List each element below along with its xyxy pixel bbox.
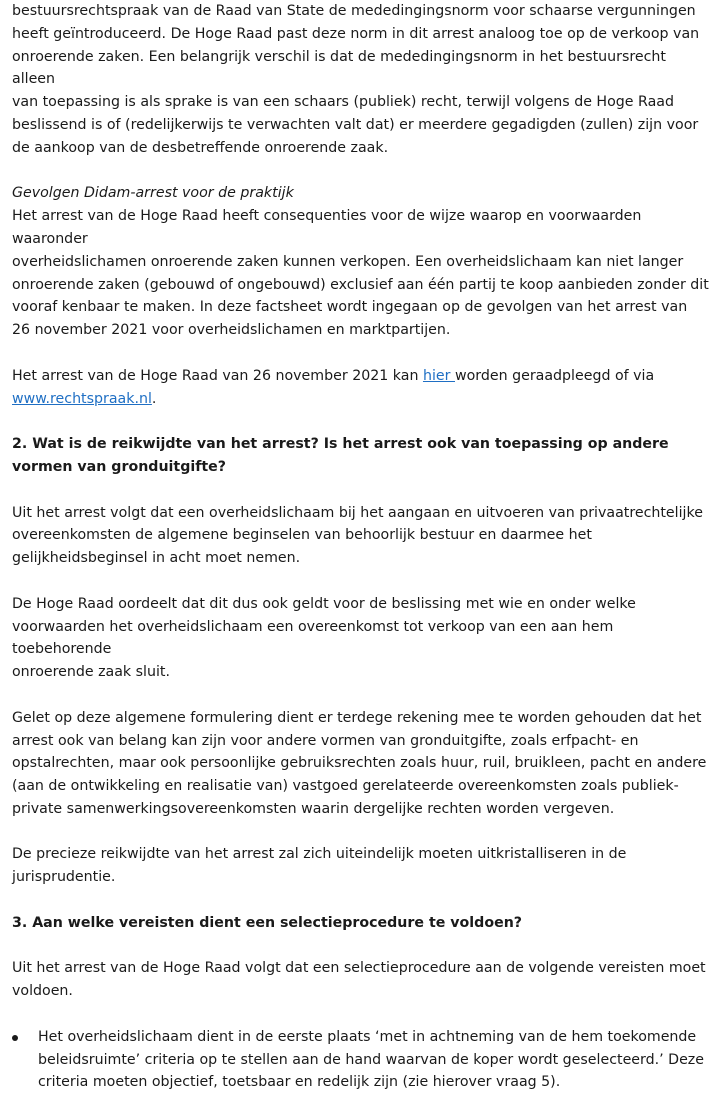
text-line: Gelet op deze algemene formulering dient er terdege rekening mee te worden gehouden dat het [12, 709, 702, 726]
document-page [12, 0, 712, 1094]
text-line: (aan de ontwikkeling en realisatie van) vastgoed gerelateerde overeenkomsten zoals publiek- [12, 778, 679, 795]
gevolgen-paragraph [12, 182, 712, 342]
text-line: onroerende zaken (gebouwd of ongebouwd) exclusief aan één partij te koop aanbieden zonder dit [12, 276, 709, 293]
section-3 [12, 912, 712, 1094]
hier-link[interactable]: hier [422, 367, 455, 384]
text-line: onroerende zaak sluit. [12, 664, 170, 681]
text-line: arrest ook van belang kan zijn voor andere vormen van gronduitgifte, zoals erfpacht- en [12, 732, 639, 749]
text-line: van toepassing is als sprake is van een schaars (publiek) recht, terwijl volgens de Hoge Raad [12, 94, 674, 111]
text-line: de aankoop van de desbetreffende onroerende zaak. [12, 139, 389, 156]
section-2 [12, 433, 712, 889]
text-line: De Hoge Raad oordeelt dat dit dus ook geldt voor de beslissing met wie en onder welke [12, 595, 636, 612]
reference-text: worden geraadpleegd of via [454, 367, 655, 384]
text-line: beslissend is of (redelijkerwijs te verwachten valt dat) er meerdere gegadigden (zullen) zijn voor [12, 116, 699, 133]
text-line [12, 388, 712, 411]
intro-paragraph [12, 0, 712, 160]
section-heading: vormen van gronduitgifte? [12, 458, 227, 475]
text-line: vooraf kenbaar te maken. In deze factsheet wordt ingegaan op de gevolgen van het arrest van [12, 299, 688, 316]
text-line: overeenkomsten de algemene beginselen van behoorlijk bestuur en daarmee het [12, 527, 592, 544]
text-line: private samenwerkingsovereenkomsten waarin dergelijke rechten worden vergeven. [12, 800, 615, 817]
text-line: opstalrechten, maar ook persoonlijke gebruiksrechten zoals huur, ruil, bruikleen, pacht en andere [12, 755, 707, 772]
text-line: gelijkheidsbeginsel in acht moet nemen. [12, 550, 301, 567]
text-line: voorwaarden het overheidslichaam een overeenkomst tot verkoop van een aan hem toebehorende [12, 618, 614, 658]
text-line: beleidsruimte’ criteria op te stellen aan de hand waarvan de koper wordt geselecteerd.’ Deze [38, 1051, 704, 1068]
text-line: Uit het arrest van de Hoge Raad volgt dat een selectieprocedure aan de volgende vereisten moet [12, 960, 706, 977]
reference-text: Het arrest van de Hoge Raad van 26 november 2021 kan [12, 367, 423, 384]
text-line [12, 365, 712, 388]
section-heading: 2. Wat is de reikwijdte van het arrest? Is het arrest ook van toepassing op andere [12, 436, 669, 453]
reference-text: . [151, 390, 157, 407]
text-line: voldoen. [12, 983, 73, 1000]
list-item [12, 1026, 712, 1094]
rechtspraak-link[interactable]: www.rechtspraak.nl [12, 390, 152, 407]
text-line: heeft geïntroduceerd. De Hoge Raad past deze norm in dit arrest analoog toe op de verkoop van [12, 25, 700, 42]
text-line: De precieze reikwijdte van het arrest zal zich uiteindelijk moeten uitkristalliseren in de [12, 846, 627, 863]
text-line: Het arrest van de Hoge Raad heeft consequenties voor de wijze waarop en voorwaarden waaronder [12, 208, 642, 247]
text-line: Het overheidslichaam dient in de eerste plaats ‘met in achtneming van de hem toekomende [38, 1028, 697, 1045]
text-line: jurisprudentie. [12, 869, 116, 886]
section-heading: 3. Aan welke vereisten dient een selectieprocedure te voldoen? [12, 914, 523, 931]
text-line: 26 november 2021 voor overheidslichamen en marktpartijen. [12, 322, 451, 339]
text-line: onroerende zaken. Een belangrijk verschil is dat de mededingingsnorm in het bestuursrecht alleen [12, 48, 666, 88]
reference-paragraph [12, 365, 712, 411]
text-line: Uit het arrest volgt dat een overheidslichaam bij het aangaan en uitvoeren van privaatrechtelijke [12, 504, 703, 521]
subtitle: Gevolgen Didam-arrest voor de praktijk [12, 185, 294, 202]
text-line: overheidslichamen onroerende zaken kunnen verkopen. Een overheidslichaam kan niet langer [12, 253, 684, 270]
text-line: bestuursrechtspraak van de Raad van State de mededingingsnorm voor schaarse vergunningen [12, 3, 696, 19]
text-line: criteria moeten objectief, toetsbaar en redelijk zijn (zie hierover vraag 5). [38, 1074, 561, 1091]
bullet-text [38, 1026, 712, 1094]
